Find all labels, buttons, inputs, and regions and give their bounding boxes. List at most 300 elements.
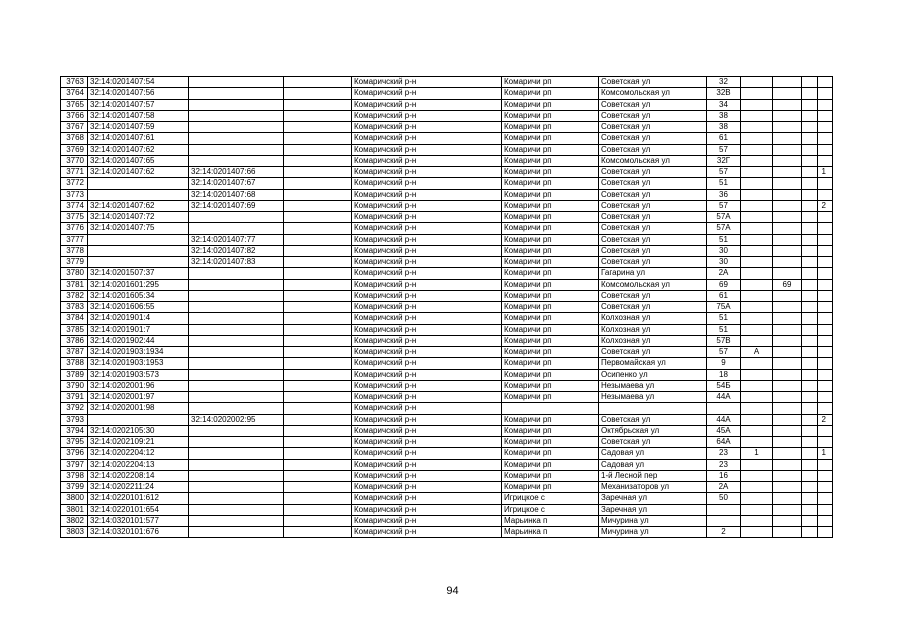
cadastral-number-cell: 32:14:0201407:62 bbox=[88, 144, 189, 155]
cadastral-number-cell bbox=[88, 178, 189, 189]
row-number-cell: 3794 bbox=[61, 425, 88, 436]
letter-cell bbox=[741, 324, 773, 335]
row-number-cell: 3784 bbox=[61, 313, 88, 324]
letter-cell bbox=[741, 527, 773, 538]
table-row bbox=[61, 414, 833, 425]
extra-field-cell bbox=[284, 178, 352, 189]
house-number-cell: 57 bbox=[707, 144, 741, 155]
street-cell: Заречная ул bbox=[599, 493, 707, 504]
apartment-cell bbox=[818, 347, 833, 358]
extra-field-cell bbox=[284, 414, 352, 425]
letter-cell: А bbox=[741, 347, 773, 358]
letter-cell bbox=[741, 279, 773, 290]
apartment-cell bbox=[818, 527, 833, 538]
building-cell: 69 bbox=[773, 279, 802, 290]
extra-field-cell bbox=[284, 189, 352, 200]
house-number-cell: 57А bbox=[707, 223, 741, 234]
locality-cell: Игрицкое с bbox=[502, 493, 599, 504]
table-row bbox=[61, 279, 833, 290]
district-cell: Комаричский р-н bbox=[352, 403, 502, 414]
structure-cell bbox=[802, 245, 818, 256]
table-row bbox=[61, 470, 833, 481]
extra-field-cell bbox=[284, 504, 352, 515]
street-cell: Советская ул bbox=[599, 189, 707, 200]
parent-cadastral-number-cell: 32:14:0201407:69 bbox=[189, 200, 284, 211]
cadastral-number-cell: 32:14:0201901:4 bbox=[88, 313, 189, 324]
apartment-cell bbox=[818, 212, 833, 223]
cadastral-number-cell: 32:14:0201601:295 bbox=[88, 279, 189, 290]
building-cell bbox=[773, 302, 802, 313]
house-number-cell: 51 bbox=[707, 234, 741, 245]
letter-cell bbox=[741, 470, 773, 481]
parent-cadastral-number-cell: 32:14:0201407:67 bbox=[189, 178, 284, 189]
letter-cell bbox=[741, 155, 773, 166]
letter-cell bbox=[741, 212, 773, 223]
cadastral-number-cell: 32:14:0201407:75 bbox=[88, 223, 189, 234]
house-number-cell: 61 bbox=[707, 133, 741, 144]
house-number-cell: 2 bbox=[707, 527, 741, 538]
structure-cell bbox=[802, 88, 818, 99]
street-cell: Незымаева ул bbox=[599, 380, 707, 391]
apartment-cell bbox=[818, 459, 833, 470]
locality-cell: Комаричи рп bbox=[502, 459, 599, 470]
structure-cell bbox=[802, 268, 818, 279]
building-cell bbox=[773, 527, 802, 538]
street-cell: Советская ул bbox=[599, 223, 707, 234]
apartment-cell bbox=[818, 77, 833, 88]
street-cell: Советская ул bbox=[599, 99, 707, 110]
house-number-cell: 57 bbox=[707, 347, 741, 358]
building-cell bbox=[773, 189, 802, 200]
house-number-cell: 51 bbox=[707, 313, 741, 324]
building-cell bbox=[773, 290, 802, 301]
cadastral-number-cell bbox=[88, 189, 189, 200]
building-cell bbox=[773, 482, 802, 493]
letter-cell bbox=[741, 77, 773, 88]
structure-cell bbox=[802, 414, 818, 425]
extra-field-cell bbox=[284, 358, 352, 369]
parent-cadastral-number-cell bbox=[189, 302, 284, 313]
district-cell: Комаричский р-н bbox=[352, 144, 502, 155]
cadastral-number-cell: 32:14:0201903:1934 bbox=[88, 347, 189, 358]
cadastral-number-cell: 32:14:0201507:37 bbox=[88, 268, 189, 279]
table-row bbox=[61, 459, 833, 470]
locality-cell bbox=[502, 403, 599, 414]
structure-cell bbox=[802, 167, 818, 178]
parent-cadastral-number-cell bbox=[189, 347, 284, 358]
structure-cell bbox=[802, 99, 818, 110]
locality-cell: Комаричи рп bbox=[502, 133, 599, 144]
locality-cell: Комаричи рп bbox=[502, 482, 599, 493]
locality-cell: Марьинка п bbox=[502, 527, 599, 538]
house-number-cell: 57 bbox=[707, 167, 741, 178]
locality-cell: Комаричи рп bbox=[502, 200, 599, 211]
row-number-cell: 3777 bbox=[61, 234, 88, 245]
parent-cadastral-number-cell bbox=[189, 437, 284, 448]
cadastral-number-cell: 32:14:0202001:97 bbox=[88, 392, 189, 403]
cadastral-number-cell: 32:14:0202109:21 bbox=[88, 437, 189, 448]
row-number-cell: 3776 bbox=[61, 223, 88, 234]
parent-cadastral-number-cell bbox=[189, 459, 284, 470]
street-cell: Комсомольская ул bbox=[599, 155, 707, 166]
house-number-cell: 50 bbox=[707, 493, 741, 504]
cadastral-number-cell: 32:14:0202211:24 bbox=[88, 482, 189, 493]
street-cell: Советская ул bbox=[599, 302, 707, 313]
table-row bbox=[61, 234, 833, 245]
cadastral-number-cell bbox=[88, 234, 189, 245]
apartment-cell bbox=[818, 380, 833, 391]
extra-field-cell bbox=[284, 437, 352, 448]
parent-cadastral-number-cell bbox=[189, 99, 284, 110]
row-number-cell: 3763 bbox=[61, 77, 88, 88]
cadastral-number-cell: 32:14:0202001:98 bbox=[88, 403, 189, 414]
district-cell: Комаричский р-н bbox=[352, 189, 502, 200]
street-cell: Колхозная ул bbox=[599, 313, 707, 324]
row-number-cell: 3778 bbox=[61, 245, 88, 256]
apartment-cell: 2 bbox=[818, 200, 833, 211]
extra-field-cell bbox=[284, 448, 352, 459]
parent-cadastral-number-cell bbox=[189, 448, 284, 459]
district-cell: Комаричский р-н bbox=[352, 122, 502, 133]
extra-field-cell bbox=[284, 144, 352, 155]
parent-cadastral-number-cell: 32:14:0201407:68 bbox=[189, 189, 284, 200]
street-cell: Садовая ул bbox=[599, 448, 707, 459]
building-cell bbox=[773, 268, 802, 279]
house-number-cell: 30 bbox=[707, 257, 741, 268]
table-row bbox=[61, 189, 833, 200]
extra-field-cell bbox=[284, 470, 352, 481]
locality-cell: Комаричи рп bbox=[502, 313, 599, 324]
letter-cell bbox=[741, 414, 773, 425]
street-cell: Советская ул bbox=[599, 110, 707, 121]
row-number-cell: 3774 bbox=[61, 200, 88, 211]
structure-cell bbox=[802, 324, 818, 335]
row-number-cell: 3791 bbox=[61, 392, 88, 403]
extra-field-cell bbox=[284, 212, 352, 223]
structure-cell bbox=[802, 212, 818, 223]
locality-cell: Комаричи рп bbox=[502, 234, 599, 245]
parent-cadastral-number-cell: 32:14:0201407:82 bbox=[189, 245, 284, 256]
building-cell bbox=[773, 99, 802, 110]
street-cell: Советская ул bbox=[599, 144, 707, 155]
cadastral-number-cell: 32:14:0201606:55 bbox=[88, 302, 189, 313]
row-number-cell: 3800 bbox=[61, 493, 88, 504]
row-number-cell: 3768 bbox=[61, 133, 88, 144]
letter-cell bbox=[741, 133, 773, 144]
letter-cell bbox=[741, 99, 773, 110]
house-number-cell: 45А bbox=[707, 425, 741, 436]
letter-cell bbox=[741, 257, 773, 268]
building-cell bbox=[773, 369, 802, 380]
extra-field-cell bbox=[284, 425, 352, 436]
district-cell: Комаричский р-н bbox=[352, 493, 502, 504]
cadastral-number-cell: 32:14:0202204:13 bbox=[88, 459, 189, 470]
apartment-cell bbox=[818, 358, 833, 369]
table-row bbox=[61, 302, 833, 313]
extra-field-cell bbox=[284, 369, 352, 380]
house-number-cell: 75А bbox=[707, 302, 741, 313]
letter-cell bbox=[741, 200, 773, 211]
extra-field-cell bbox=[284, 335, 352, 346]
apartment-cell bbox=[818, 189, 833, 200]
table-row bbox=[61, 178, 833, 189]
structure-cell bbox=[802, 257, 818, 268]
structure-cell bbox=[802, 403, 818, 414]
structure-cell bbox=[802, 313, 818, 324]
extra-field-cell bbox=[284, 110, 352, 121]
parent-cadastral-number-cell bbox=[189, 380, 284, 391]
apartment-cell bbox=[818, 290, 833, 301]
table-row bbox=[61, 437, 833, 448]
building-cell bbox=[773, 122, 802, 133]
locality-cell: Комаричи рп bbox=[502, 223, 599, 234]
letter-cell bbox=[741, 403, 773, 414]
district-cell: Комаричский р-н bbox=[352, 437, 502, 448]
apartment-cell bbox=[818, 324, 833, 335]
house-number-cell: 57 bbox=[707, 200, 741, 211]
district-cell: Комаричский р-н bbox=[352, 234, 502, 245]
page-number: 94 bbox=[446, 585, 459, 597]
table-row bbox=[61, 77, 833, 88]
cadastral-number-cell: 32:14:0201901:7 bbox=[88, 324, 189, 335]
building-cell bbox=[773, 313, 802, 324]
street-cell: Советская ул bbox=[599, 77, 707, 88]
structure-cell bbox=[802, 527, 818, 538]
cadastral-number-cell: 32:14:0202105:30 bbox=[88, 425, 189, 436]
locality-cell: Комаричи рп bbox=[502, 335, 599, 346]
house-number-cell: 23 bbox=[707, 459, 741, 470]
table-row bbox=[61, 313, 833, 324]
structure-cell bbox=[802, 122, 818, 133]
cadastral-number-cell: 32:14:0201903:573 bbox=[88, 369, 189, 380]
letter-cell bbox=[741, 110, 773, 121]
row-number-cell: 3796 bbox=[61, 448, 88, 459]
locality-cell: Комаричи рп bbox=[502, 470, 599, 481]
house-number-cell: 23 bbox=[707, 448, 741, 459]
extra-field-cell bbox=[284, 302, 352, 313]
cadastral-number-cell bbox=[88, 245, 189, 256]
letter-cell bbox=[741, 392, 773, 403]
district-cell: Комаричский р-н bbox=[352, 482, 502, 493]
house-number-cell: 32В bbox=[707, 88, 741, 99]
building-cell bbox=[773, 155, 802, 166]
district-cell: Комаричский р-н bbox=[352, 268, 502, 279]
structure-cell bbox=[802, 482, 818, 493]
district-cell: Комаричский р-н bbox=[352, 392, 502, 403]
street-cell: Заречная ул bbox=[599, 504, 707, 515]
parent-cadastral-number-cell bbox=[189, 122, 284, 133]
building-cell bbox=[773, 515, 802, 526]
locality-cell: Комаричи рп bbox=[502, 302, 599, 313]
cadastral-number-cell: 32:14:0320101:577 bbox=[88, 515, 189, 526]
letter-cell bbox=[741, 234, 773, 245]
extra-field-cell bbox=[284, 155, 352, 166]
locality-cell: Комаричи рп bbox=[502, 279, 599, 290]
apartment-cell: 2 bbox=[818, 414, 833, 425]
district-cell: Комаричский р-н bbox=[352, 257, 502, 268]
district-cell: Комаричский р-н bbox=[352, 324, 502, 335]
structure-cell bbox=[802, 200, 818, 211]
apartment-cell: 1 bbox=[818, 448, 833, 459]
district-cell: Комаричский р-н bbox=[352, 77, 502, 88]
house-number-cell: 44А bbox=[707, 392, 741, 403]
house-number-cell: 32 bbox=[707, 77, 741, 88]
parent-cadastral-number-cell bbox=[189, 155, 284, 166]
table-row bbox=[61, 493, 833, 504]
apartment-cell: 1 bbox=[818, 167, 833, 178]
district-cell: Комаричский р-н bbox=[352, 88, 502, 99]
extra-field-cell bbox=[284, 279, 352, 290]
house-number-cell: 44А bbox=[707, 414, 741, 425]
street-cell: Мичурина ул bbox=[599, 515, 707, 526]
table-row bbox=[61, 290, 833, 301]
locality-cell: Комаричи рп bbox=[502, 358, 599, 369]
apartment-cell bbox=[818, 392, 833, 403]
house-number-cell: 30 bbox=[707, 245, 741, 256]
cadastral-number-cell: 32:14:0201407:56 bbox=[88, 88, 189, 99]
district-cell: Комаричский р-н bbox=[352, 335, 502, 346]
building-cell bbox=[773, 223, 802, 234]
street-cell: Комсомольская ул bbox=[599, 279, 707, 290]
street-cell: Советская ул bbox=[599, 290, 707, 301]
structure-cell bbox=[802, 290, 818, 301]
row-number-cell: 3788 bbox=[61, 358, 88, 369]
street-cell: Осипенко ул bbox=[599, 369, 707, 380]
street-cell: Октябрьская ул bbox=[599, 425, 707, 436]
district-cell: Комаричский р-н bbox=[352, 313, 502, 324]
building-cell bbox=[773, 167, 802, 178]
row-number-cell: 3792 bbox=[61, 403, 88, 414]
building-cell bbox=[773, 212, 802, 223]
district-cell: Комаричский р-н bbox=[352, 358, 502, 369]
street-cell: Мичурина ул bbox=[599, 527, 707, 538]
extra-field-cell bbox=[284, 392, 352, 403]
street-cell: Советская ул bbox=[599, 245, 707, 256]
parent-cadastral-number-cell bbox=[189, 77, 284, 88]
extra-field-cell bbox=[284, 403, 352, 414]
letter-cell bbox=[741, 144, 773, 155]
parent-cadastral-number-cell bbox=[189, 470, 284, 481]
cadastral-number-cell: 32:14:0201407:59 bbox=[88, 122, 189, 133]
locality-cell: Комаричи рп bbox=[502, 167, 599, 178]
apartment-cell bbox=[818, 482, 833, 493]
house-number-cell: 51 bbox=[707, 178, 741, 189]
cadastral-number-cell: 32:14:0201902:44 bbox=[88, 335, 189, 346]
apartment-cell bbox=[818, 470, 833, 481]
cadastral-number-cell: 32:14:0201407:54 bbox=[88, 77, 189, 88]
street-cell: Советская ул bbox=[599, 133, 707, 144]
cadastral-number-cell: 32:14:0201903:1953 bbox=[88, 358, 189, 369]
table-row bbox=[61, 110, 833, 121]
cadastral-number-cell: 32:14:0202001:96 bbox=[88, 380, 189, 391]
extra-field-cell bbox=[284, 245, 352, 256]
locality-cell: Игрицкое с bbox=[502, 504, 599, 515]
district-cell: Комаричский р-н bbox=[352, 245, 502, 256]
building-cell bbox=[773, 392, 802, 403]
building-cell bbox=[773, 110, 802, 121]
table-row bbox=[61, 212, 833, 223]
letter-cell bbox=[741, 425, 773, 436]
building-cell bbox=[773, 347, 802, 358]
building-cell bbox=[773, 335, 802, 346]
parent-cadastral-number-cell bbox=[189, 88, 284, 99]
row-number-cell: 3782 bbox=[61, 290, 88, 301]
street-cell bbox=[599, 403, 707, 414]
cadastral-number-cell: 32:14:0201407:62 bbox=[88, 167, 189, 178]
street-cell: Советская ул bbox=[599, 234, 707, 245]
house-number-cell: 38 bbox=[707, 110, 741, 121]
letter-cell bbox=[741, 268, 773, 279]
structure-cell bbox=[802, 178, 818, 189]
extra-field-cell bbox=[284, 122, 352, 133]
district-cell: Комаричский р-н bbox=[352, 414, 502, 425]
extra-field-cell bbox=[284, 257, 352, 268]
house-number-cell: 36 bbox=[707, 189, 741, 200]
table-row bbox=[61, 155, 833, 166]
district-cell: Комаричский р-н bbox=[352, 527, 502, 538]
table-row bbox=[61, 88, 833, 99]
row-number-cell: 3802 bbox=[61, 515, 88, 526]
house-number-cell: 57В bbox=[707, 335, 741, 346]
row-number-cell: 3797 bbox=[61, 459, 88, 470]
district-cell: Комаричский р-н bbox=[352, 425, 502, 436]
table-row bbox=[61, 425, 833, 436]
letter-cell bbox=[741, 167, 773, 178]
structure-cell bbox=[802, 77, 818, 88]
house-number-cell bbox=[707, 504, 741, 515]
letter-cell bbox=[741, 245, 773, 256]
structure-cell bbox=[802, 425, 818, 436]
apartment-cell bbox=[818, 110, 833, 121]
locality-cell: Комаричи рп bbox=[502, 369, 599, 380]
extra-field-cell bbox=[284, 268, 352, 279]
building-cell bbox=[773, 459, 802, 470]
apartment-cell bbox=[818, 302, 833, 313]
table-row bbox=[61, 358, 833, 369]
letter-cell bbox=[741, 88, 773, 99]
table-row bbox=[61, 403, 833, 414]
structure-cell bbox=[802, 448, 818, 459]
house-number-cell: 61 bbox=[707, 290, 741, 301]
extra-field-cell bbox=[284, 77, 352, 88]
row-number-cell: 3801 bbox=[61, 504, 88, 515]
building-cell bbox=[773, 77, 802, 88]
building-cell bbox=[773, 358, 802, 369]
structure-cell bbox=[802, 189, 818, 200]
apartment-cell bbox=[818, 504, 833, 515]
building-cell bbox=[773, 133, 802, 144]
house-number-cell: 38 bbox=[707, 122, 741, 133]
cadastral-number-cell: 32:14:0202208:14 bbox=[88, 470, 189, 481]
locality-cell: Комаричи рп bbox=[502, 437, 599, 448]
street-cell: Советская ул bbox=[599, 414, 707, 425]
extra-field-cell bbox=[284, 324, 352, 335]
street-cell: Колхозная ул bbox=[599, 324, 707, 335]
building-cell bbox=[773, 437, 802, 448]
parent-cadastral-number-cell bbox=[189, 223, 284, 234]
building-cell bbox=[773, 88, 802, 99]
street-cell: Колхозная ул bbox=[599, 335, 707, 346]
parent-cadastral-number-cell bbox=[189, 279, 284, 290]
structure-cell bbox=[802, 144, 818, 155]
table-row bbox=[61, 369, 833, 380]
structure-cell bbox=[802, 380, 818, 391]
extra-field-cell bbox=[284, 380, 352, 391]
parent-cadastral-number-cell bbox=[189, 313, 284, 324]
district-cell: Комаричский р-н bbox=[352, 178, 502, 189]
house-number-cell: 32Г bbox=[707, 155, 741, 166]
letter-cell bbox=[741, 493, 773, 504]
